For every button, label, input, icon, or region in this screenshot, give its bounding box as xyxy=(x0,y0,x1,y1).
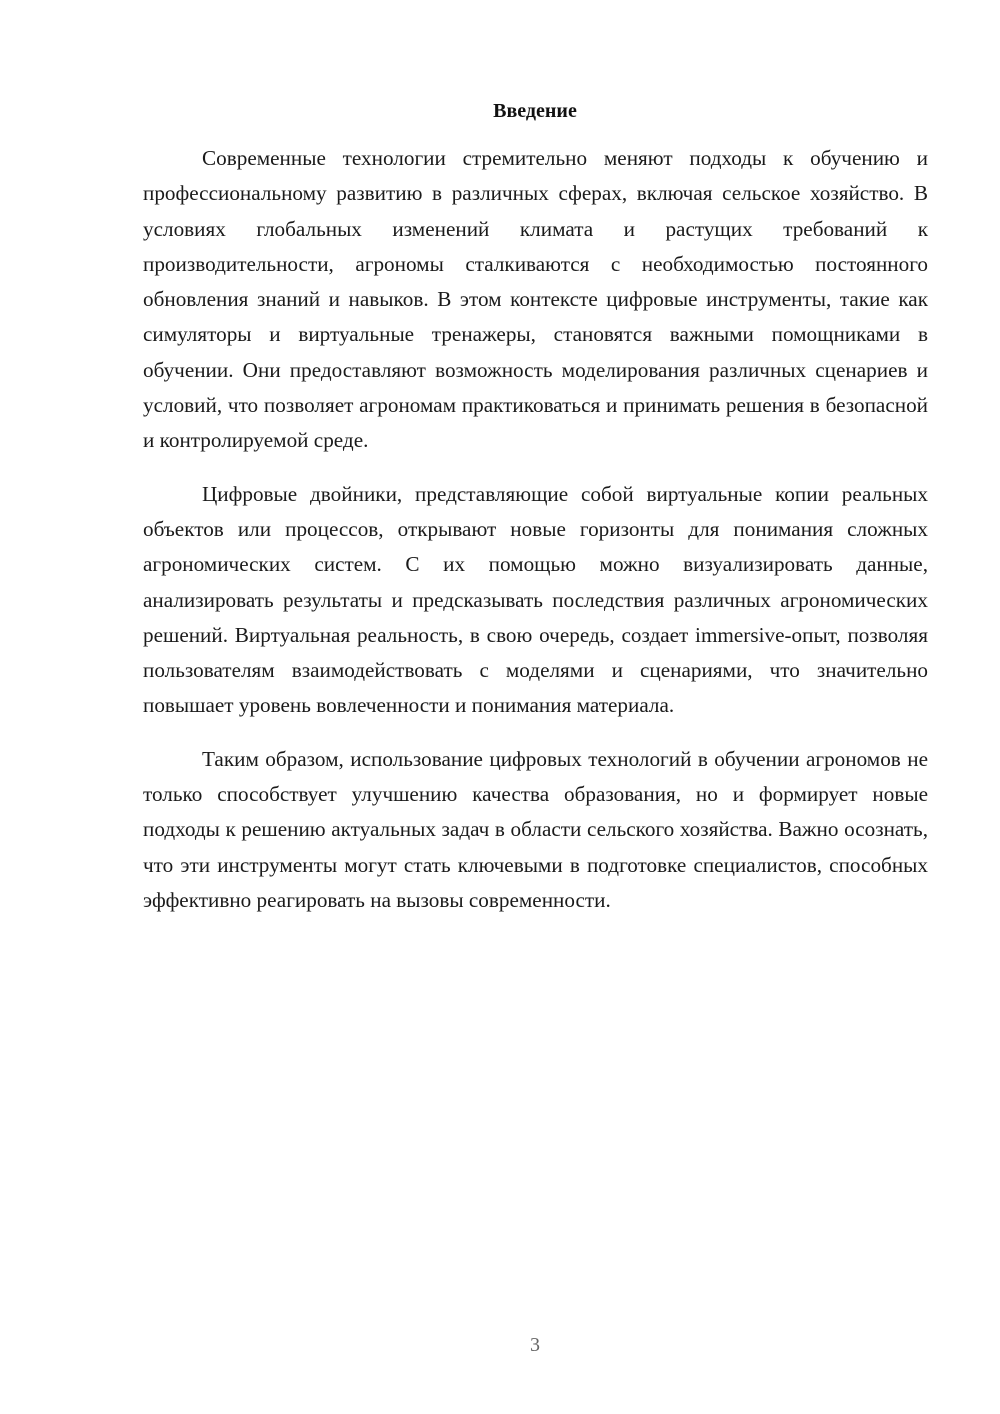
section-title: Введение xyxy=(493,100,577,122)
page-number: 3 xyxy=(530,1334,540,1356)
paragraph-2: Цифровые двойники, представляющие собой виртуальные копии реальных объектов или процессов, открывают новые горизонты для понимания сложных агрономических систем. С их помощью можно визуализировать данные, анализировать результаты и предсказывать последствия различных агрономических решений. Виртуальная реальность, в свою очередь, создает immersive-опыт, позволяя пользователям взаимодействовать с моделями и сценариями, что значительно повышает уровень вовлеченности и понимания материала. xyxy=(143,481,928,718)
body-text xyxy=(143,141,928,936)
paragraph-1: Современные технологии стремительно меняют подходы к обучению и профессиональному развитию в различных сферах, включая сельское хозяйство. В условиях глобальных изменений климата и растущих требований к производительности, агрономы сталкиваются с необходимостью постоянного обновления знаний и навыков. В этом контексте цифровые инструменты, такие как симуляторы и виртуальные тренажеры, становятся важными помощниками в обучении. Они предоставляют возможность моделирования различных сценариев и условий, что позволяет агрономам практиковаться и принимать решения в безопасной и контролируемой среде. xyxy=(143,146,928,453)
paragraph-3: Таким образом, использование цифровых технологий в обучении агрономов не только способствует улучшению качества образования, но и формирует новые подходы к решению актуальных задач в области сельского хозяйства. Важно осознать, что эти инструменты могут стать ключевыми в подготовке специалистов, способных эффективно реагировать на вызовы современности. xyxy=(143,746,928,912)
